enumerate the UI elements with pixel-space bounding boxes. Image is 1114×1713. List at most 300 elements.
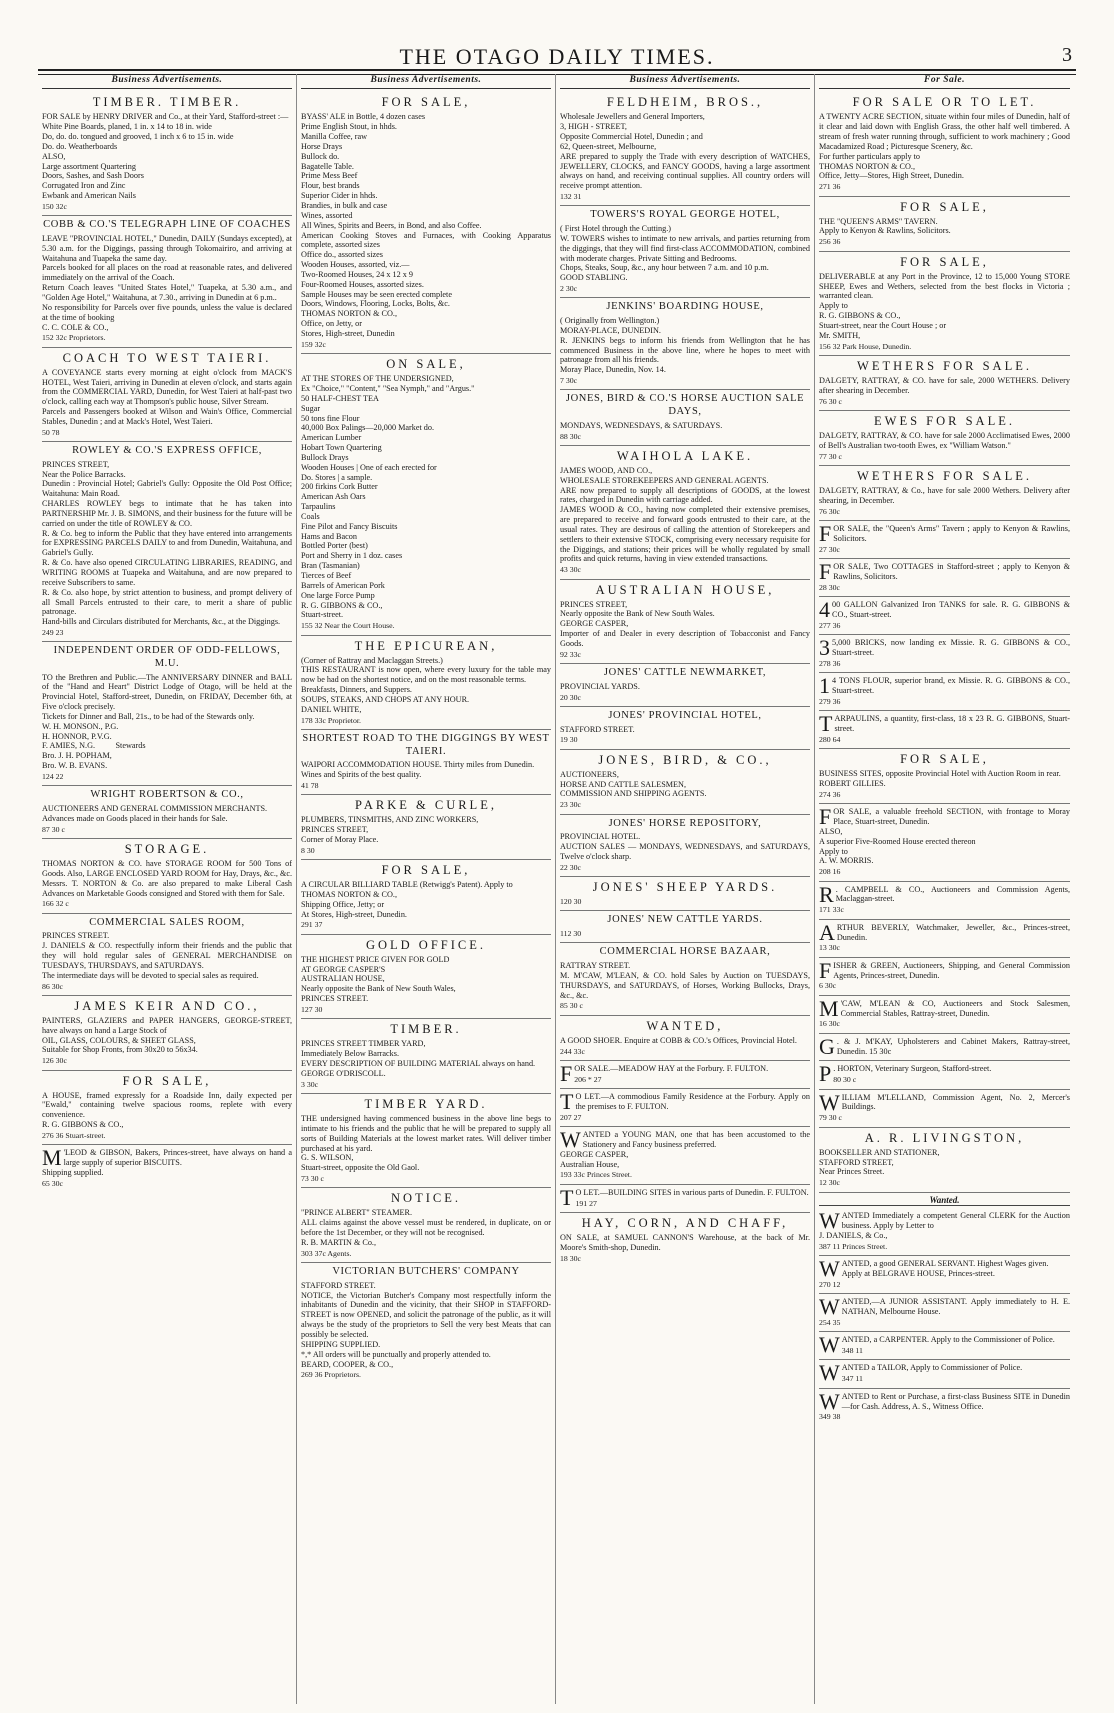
ad-title: NOTICE. (391, 1191, 461, 1206)
ad-text: THIS RESTAURANT is now open, where every luxury for the table may now be had on the shortest notice, and on the most reasonable terms. (301, 665, 554, 685)
ad-text: T O LET.—BUILDING SITES in various parts of Dunedin. F. FULTON. (560, 1184, 809, 1210)
ad-text: "PRINCE ALBERT" STEAMER. (301, 1208, 413, 1218)
ad-text: Tierces of Beef (301, 571, 352, 581)
drop-cap: F (819, 957, 832, 983)
ad-reference: 76 30 c (819, 396, 842, 406)
ad-reference: 206 * 27 (574, 1074, 602, 1084)
column-4 (815, 74, 1074, 1704)
ad-title: JONES' PROVINCIAL HOTEL, (608, 709, 762, 721)
ad-text: M. M'CAW, M'LEAN, & CO. hold Sales by Auction on TUESDAYS, THURSDAYS, and SATURDAYS, of Horses, Working Bullocks, Drays, &c., &c. (560, 970, 813, 1000)
ad-text: Stores, High-street, Dunedin (301, 328, 395, 338)
ad-text: BOOKSELLER AND STATIONER, (819, 1147, 940, 1157)
ad-text: Tickets for Dinner and Ball, 21s., to be had of the Stewards only. (42, 711, 255, 721)
ad-text: DALGETY, RATTRAY, & CO. have for sale 2000 Acclimatised Ewes, 2000 of Bell's Australian two-tooth Ewes, ex "William Watson." (819, 430, 1073, 450)
ad-reference: 76 30c (819, 506, 841, 516)
ad-text: AUSTRALIAN HOUSE, (301, 974, 385, 984)
drop-cap: W (819, 1360, 840, 1386)
ad-text: Stuart-street, near the Court House ; or (819, 320, 947, 330)
ad-text: FOR SALE, the "Queen's Arms" Tavern ; apply to Kenyon & Rawlins, Solicitors. (819, 521, 1073, 547)
ad-text: For further particulars apply to (819, 151, 920, 161)
ad-text: PRINCES STREET, (301, 825, 369, 835)
ad-reference: 87 30 c (42, 824, 65, 834)
advertisement-columns (38, 74, 1076, 1704)
ad-text: BYASS' ALE in Bottle, 4 dozen cases (301, 112, 426, 122)
ad-text: A. W. MORRIS. (819, 856, 874, 866)
ad-text: Wooden Houses | One of each erected for (301, 462, 437, 472)
advertisement (42, 996, 295, 1071)
ad-text: Office, Jetty—Stores, High Street, Dunedin. (819, 171, 964, 181)
advertisement (301, 795, 551, 860)
advertisement (560, 1016, 810, 1061)
ad-text: R. & Co. also hope, by strict attention to business, and prompt delivery of all Small Parcels entrusted to their care, to merit a share of public patronage. (42, 587, 295, 617)
ad-text: Apply to (819, 301, 848, 311)
ad-text: Immediately Below Barracks. (301, 1049, 399, 1059)
drop-cap: 1 (819, 673, 830, 699)
ad-text: SOUPS, STEAKS, AND CHOPS AT ANY HOUR. (301, 694, 470, 704)
ad-text: Bro. W. B. EVANS. (42, 761, 108, 771)
ad-text: DALGETY, RATTRAY, & CO. have for sale, 2000 WETHERS. Delivery after shearing in December. (819, 375, 1073, 395)
ad-title: THE EPICUREAN, (354, 638, 498, 653)
ad-text: TO the Brethren and Public.—The ANNIVERSARY DINNER and BALL of the "Hand and Heart" District Lodge of Otago, will be held at the Provincial Hotel, Stafford-street, Dunedin, on FRIDAY, December 6th, at Five o'clock precisely. (42, 672, 295, 712)
ad-text: Wholesale Jewellers and General Importers, (560, 112, 705, 122)
ad-text: R. G. GIBBONS & CO., (42, 1120, 124, 1130)
advertisement (819, 466, 1073, 521)
ad-text: Doors, Sashes, and Sash Doors (42, 171, 144, 181)
ad-text: THOMAS NORTON & CO. have STORAGE ROOM for 500 Tons of Goods. Also, LARGE ENCLOSED YARD ROOM for Hay, Drays, &c., &c. (42, 858, 295, 878)
advertisement (819, 804, 1073, 881)
ad-text: Port and Sherry in 1 doz. cases (301, 551, 403, 561)
ad-text: J. DANIELS, & Co., (819, 1231, 888, 1241)
ad-text: 62, Queen-street, Melbourne, (560, 141, 657, 151)
drop-cap: M (819, 995, 839, 1021)
ad-text: R. B. MARTIN & Co., (301, 1238, 377, 1248)
ad-title: FOR SALE OR TO LET. (852, 95, 1037, 110)
ad-text: WHOLESALE STOREKEEPERS AND GENERAL AGENTS. (560, 475, 769, 485)
ad-reference: 18 30c (560, 1253, 582, 1263)
ad-title: A. R. LIVINGSTON, (864, 1130, 1025, 1145)
advertisement (301, 636, 554, 730)
ad-text: Apply to Kenyon & Rawlins, Solicitors. (819, 226, 951, 236)
ad-text: Importer of and Dealer in every description of Tobacconist and Fancy Goods. (560, 629, 813, 649)
ad-text: ROBERT GILLIES. (819, 779, 886, 789)
ad-text: One large Force Pump (301, 590, 375, 600)
ad-reference: 22 30c (560, 862, 582, 872)
advertisement (819, 711, 1070, 749)
advertisement (560, 1213, 813, 1267)
ad-text: THE undersigned having commenced business in the above line begs to intimate to his friends and the public that he will be prepared to supply all sorts of Building Materials at the lowest market rates. Will deliver timber purchased at his yard. (301, 1114, 554, 1153)
ad-text: A GOOD SHOER. Enquire at COBB & CO.'s Offices, Provincial Hotel. (560, 1035, 797, 1045)
advertisement (819, 958, 1070, 996)
drop-cap: F (819, 559, 832, 585)
advertisement (301, 1019, 551, 1094)
advertisement (560, 750, 810, 815)
ad-text: Parcels and Passengers booked at Wilson and Wain's Office, Commercial Stables, Dunedin ; and at Mack's Hotel, West Taieri. (42, 407, 295, 426)
ad-text: Moray Place, Dunedin, Nov. 14. (560, 365, 666, 375)
ad-text: MONDAYS, WEDNESDAYS, & SATURDAYS. (560, 420, 723, 430)
ad-reference: 28 30c (819, 582, 841, 592)
advertisement (819, 411, 1073, 466)
drop-cap: M (42, 1145, 62, 1171)
ad-reference: 85 30 c (560, 1001, 583, 1011)
ad-title: PARKE & CURLE, (355, 798, 497, 813)
advertisement (560, 390, 810, 445)
ad-text: WANTED a TAILOR, Apply to Commissioner of Police. (819, 1360, 1023, 1386)
ad-reference: 276 36 Stuart-street. (42, 1130, 106, 1140)
ad-text: ARE prepared to supply the Trade with every description of WATCHES, JEWELLERY, CLOCKS, and FANCY GOODS, having a large assortment always on hand, and receiving continual supplies. All country orders will receive prompt attention. (560, 151, 813, 191)
ad-text: WANTED Immediately a competent General CLERK for the Auction business. Apply by Letter to (819, 1208, 1073, 1234)
advertisement (560, 580, 813, 665)
advertisement (819, 1089, 1073, 1128)
column-header: For Sale. (819, 74, 1070, 89)
ad-reference: 27 30c (819, 544, 841, 554)
ad-reference: 291 37 (301, 920, 323, 930)
ad-text: Coals (301, 511, 320, 521)
ad-reference: 249 23 (42, 628, 64, 638)
advertisement (560, 707, 810, 750)
ad-text: Hams and Bacon (301, 531, 357, 541)
ad-text: ALL claims against the above vessel must be rendered, in duplicate, on or before the 1st December, or they will not be recognised. (301, 1218, 554, 1238)
ad-text: ON SALE, at SAMUEL CANNON'S Warehouse, at the back of Mr. Moore's Smith-shop, Dunedin. (560, 1233, 813, 1252)
ad-text: STAFFORD STREET. (560, 724, 635, 734)
ad-text: BEARD, COOPER, & CO., (301, 1359, 394, 1369)
advertisement (301, 1263, 554, 1384)
ad-text: Mr. SMITH, (819, 330, 861, 340)
ad-reference: 73 30 c (301, 1174, 324, 1184)
ad-text: R. G. GIBBONS & CO., (301, 600, 383, 610)
ad-reference: 12 30c (819, 1178, 841, 1188)
ad-title: TIMBER. (390, 1022, 462, 1037)
drop-cap: W (819, 1388, 840, 1414)
ad-reference: 43 30c (560, 565, 582, 575)
advertisement (819, 749, 1070, 804)
ad-text: Return Coach leaves "United States Hotel," Tuapeka, at 5.30 a.m., and "Golden Age Hotel," Waitahuna, at 7.30., arriving in Dunedin at 6 p.m.. (42, 283, 295, 302)
ad-text: American Ash Oars (301, 492, 366, 502)
ad-text: F. AMIES, N.G. Stewards (42, 741, 146, 751)
ad-reference: 347 11 (841, 1374, 863, 1384)
ad-text: American Lumber (301, 433, 362, 443)
ad-reference: 207 27 (560, 1112, 582, 1122)
ad-text: Messrs. T. NORTON & Co. are also prepared to make Liberal Cash Advances on Marketable Goods consigned and Stored with them for Sale. (42, 878, 294, 898)
ad-text: Bottled Porter (best) (301, 541, 368, 551)
ad-text: Office, on Jetty, or (301, 319, 362, 329)
advertisement (42, 442, 295, 642)
ad-text: CHARLES ROWLEY begs to intimate that he has taken into PARTNERSHIP Mr. J. B. SIMONS, and their business for the future will be carried on under the title of ROWLEY & CO. (42, 499, 295, 528)
ad-text: NOTICE, the Victorian Butcher's Company most respectfully inform the inhabitants of Dunedin and the vicinity, that their SHOP in STAFFORD-STREET is now OPENED, and solicit the patronage of the public, as it will always be the study of the proprietors to Sell the very best Meats that can possibly be selected. (301, 1290, 554, 1340)
advertisement (560, 1185, 810, 1213)
advertisement (301, 730, 551, 795)
ad-text: 1 4 TONS FLOUR, superior brand, ex Missie. R. G. GIBBONS & CO., Stuart-street. (819, 673, 1073, 699)
ad-reference: 6 30c (819, 981, 837, 991)
ad-text: M 'CAW, M'LEAN & CO, Auctioneers and Stock Salesmen, Commercial Stables, Rattray-street, Dunedin. (819, 995, 1073, 1021)
ad-title: JONES' NEW CATTLE YARDS. (607, 914, 763, 926)
ad-reference: 50 78 (42, 427, 60, 437)
ad-text: R. G. GIBBONS & CO., (819, 311, 901, 321)
ad-reference: 112 30 (560, 929, 582, 939)
ad-text: Brandies, in bulk and case (301, 200, 388, 210)
ad-reference: 92 33c (560, 649, 582, 659)
ad-text: FOR SALE, a valuable freehold SECTION, with frontage to Moray Place, Stuart-street, Dunedin. (819, 804, 1073, 830)
advertisement (819, 559, 1073, 597)
ad-text: GEORGE CASPER, (560, 1149, 629, 1159)
ad-text: DELIVERABLE at any Port in the Province, 12 to 15,000 Young STORE SHEEP, Ewes and Wethers, selected from the best flocks in Victoria ; warranted clean. (819, 271, 1073, 301)
ad-title: TIMBER YARD. (364, 1097, 488, 1112)
newspaper-title: THE OTAGO DAILY TIMES. (399, 44, 715, 69)
advertisement (560, 92, 813, 206)
ad-title: JONES, BIRD & CO.'S HORSE AUCTION SALE DAYS, (565, 393, 805, 418)
ad-text: FISHER & GREEN, Auctioneers, Shipping, and General Commission Agents, Princes-street, Dunedin. (819, 957, 1072, 983)
ad-text: (Corner of Rattray and Maclaggan Streets.) (301, 655, 443, 665)
ad-reference: 13 30c (819, 943, 841, 953)
ad-text: Stuart-street. (301, 610, 344, 620)
ad-text: JAMES WOOD, AND CO., (560, 465, 653, 475)
advertisement (301, 860, 551, 935)
ad-text: OIL, GLASS, COLOURS, & SHEET GLASS, (42, 1035, 196, 1045)
ad-text: No responsibility for Parcels over five pounds, unless the value is declared at the time of booking (42, 302, 295, 322)
ad-title: EWES FOR SALE. (874, 413, 1015, 428)
ad-text: AT GEORGE CASPER'S (301, 964, 386, 974)
ad-text: T O LET.—A commodious Family Residence at the Forbury. Apply on the premises to F. FULTON. (560, 1089, 813, 1115)
ad-title: JONES, BIRD, & CO., (598, 752, 772, 767)
advertisement (819, 1128, 1070, 1193)
ad-reference: 269 36 Proprietors. (301, 1370, 361, 1380)
ad-reference: 280 64 (819, 734, 841, 744)
advertisement (560, 1061, 810, 1089)
advertisement (42, 92, 292, 216)
ad-text: FOR SALE.—MEADOW HAY at the Forbury. F. FULTON. (560, 1060, 769, 1086)
ad-text: Two-Roomed Houses, 24 x 12 x 9 (301, 269, 413, 279)
ad-text: THOMAS NORTON & CO., (301, 309, 398, 319)
advertisement (560, 877, 810, 911)
drop-cap: T (819, 711, 833, 737)
column-2 (297, 74, 556, 1704)
ad-text: Bagatelle Table. (301, 161, 354, 171)
section-heading: Wanted. (819, 1195, 1070, 1207)
advertisement (42, 914, 295, 996)
ad-text: Prime English Stout, in hhds. (301, 122, 397, 132)
advertisement (819, 356, 1073, 411)
ad-text: Sample Houses may be seen erected complete (301, 289, 452, 299)
ad-reference: 155 32 Near the Court House. (301, 621, 395, 631)
ad-text: R. & Co. beg to inform the Public that they have entered into arrangements for EXPRESSING PARCELS DAILY to and from Dunedin, Waitahuna, and Gabriel's Gully. (42, 528, 295, 558)
ad-text: SHIPPING SUPPLIED. (301, 1339, 381, 1349)
ad-text: A CIRCULAR BILLIARD TABLE (Retwigg's Patent). Apply to (301, 880, 513, 890)
advertisement (301, 354, 551, 635)
ad-text: Australian House, (560, 1159, 620, 1169)
advertisement (560, 446, 813, 580)
drop-cap: F (819, 521, 832, 547)
ad-text: Chops, Steaks, Soup, &c., any hour between 7 a.m. and 10 p.m. (560, 263, 769, 273)
ad-text: THE HIGHEST PRICE GIVEN FOR GOLD (301, 954, 450, 964)
advertisement (819, 521, 1073, 559)
ad-reference: 270 12 (819, 1279, 841, 1289)
advertisement (819, 919, 1073, 958)
advertisement (560, 1089, 813, 1127)
ad-reference: 254 35 (819, 1317, 841, 1327)
ad-reference: 132 31 (560, 192, 582, 202)
ad-title: JONES' SHEEP YARDS. (592, 880, 778, 895)
ad-text: ( First Hotel through the Cutting.) (560, 224, 671, 234)
ad-text: TARPAULINS, a quantity, first-class, 18 x 23 R. G. GIBBONS, Stuart-street. (819, 711, 1070, 737)
ad-text: RATTRAY STREET. (560, 960, 631, 970)
ad-title: FOR SALE, (900, 752, 989, 767)
ad-reference: 349 38 (819, 1412, 841, 1422)
ad-text: Do. do. Weatherboards (42, 141, 118, 151)
drop-cap: W (819, 1256, 840, 1282)
ad-title: COACH TO WEST TAIERI. (62, 350, 272, 365)
ad-text: *,* All orders will be punctually and properly attended to. (301, 1349, 491, 1359)
column-1 (38, 74, 297, 1704)
advertisement (301, 1188, 554, 1263)
ad-text: THOMAS NORTON & CO., (301, 889, 398, 899)
ad-text: THE "QUEEN'S ARMS" TAVERN. (819, 216, 938, 226)
ad-text: 50 HALF-CHEST TEA (301, 393, 379, 403)
ad-text: R. & Co. have also opened CIRCULATING LIBRARIES, READING, and WRITING ROOMS at Tuapeka and Waitahuna, and are now prepared to receive Subscribers to same. (42, 558, 295, 587)
advertisement (42, 1145, 295, 1192)
ad-text: EVERY DESCRIPTION OF BUILDING MATERIAL always on hand. (301, 1059, 536, 1069)
ad-reference: 159 32c (301, 339, 326, 349)
ad-text: MORAY-PLACE, DUNEDIN. (560, 325, 661, 335)
ad-text: Stuart-street, opposite the Old Gaol. (301, 1163, 420, 1173)
ad-text: Fine Pilot and Fancy Biscuits (301, 521, 398, 531)
ad-text: Wines, assorted (301, 210, 353, 220)
ad-title: VICTORIAN BUTCHERS' COMPANY (332, 1266, 520, 1278)
ad-text: H. HONNOR, P.V.G. (42, 731, 112, 741)
ad-reference: 77 30 c (819, 451, 842, 461)
ad-reference: 86 30c (42, 981, 64, 991)
ad-title: AUSTRALIAN HOUSE, (595, 582, 775, 597)
ad-text: PROVINCIAL HOTEL. (560, 832, 641, 842)
ad-title: FOR SALE, (900, 254, 989, 269)
advertisement (819, 1360, 1070, 1388)
ad-text: Bullock do. (301, 151, 340, 161)
ad-title: FOR SALE, (381, 863, 471, 878)
advertisement (560, 664, 810, 707)
ad-text: Large assortment Quartering (42, 161, 136, 171)
ad-text: Ex "Choice," "Content," "Sea Nymph," and "Argus." (301, 383, 475, 393)
column-header: Business Advertisements. (560, 74, 810, 89)
ad-text: G. S. WILSON, (301, 1153, 354, 1163)
ad-text: WANTED to Rent or Purchase, a first-class Business SITE in Dunedin—for Cash. Address, A. S., Witness Office. (819, 1388, 1070, 1414)
ad-title: WETHERS FOR SALE. (857, 468, 1032, 483)
advertisement (819, 1389, 1070, 1426)
column-header: Business Advertisements. (42, 74, 292, 89)
ad-reference: 20 30c (560, 692, 582, 702)
ad-text: Apply at BELGRAVE HOUSE, Princes-street. (841, 1269, 995, 1279)
ad-text: Superior Cider in hhds. (301, 191, 378, 201)
ad-reference: 387 11 Princes Street. (819, 1241, 888, 1251)
ad-text: ALSO, (42, 151, 66, 161)
ad-text: All Wines, Spirits and Beers, in Bond, and also Coffee. (301, 220, 482, 230)
ad-text: WAIPORI ACCOMMODATION HOUSE. Thirty miles from Dunedin. (301, 760, 535, 770)
advertisement (819, 252, 1073, 356)
ad-reference: 16 30c (819, 1019, 841, 1029)
ad-reference: 208 16 (819, 867, 841, 877)
ad-text: AUCTION SALES — MONDAYS, WEDNESDAYS, and SATURDAYS, Twelve o'clock sharp. (560, 842, 812, 861)
ad-text: Advances made on Goods placed in their hands for Sale. (42, 813, 228, 823)
advertisement (42, 786, 292, 839)
ad-title: WETHERS FOR SALE. (857, 358, 1032, 373)
ad-text: JAMES WOOD & CO., having now completed their extensive premises, are prepared to receive and forward goods entrusted to their care, at the usual rates. They are desirous of calling the attention of Storekeepers and settlers to their extensive STOCK, comprising every necessary requisite for the Diggings, and stations; their prices will be wholly regulated by small profits and quick returns, having in view extended transactions. (560, 505, 813, 564)
ad-reference: 120 30 (560, 897, 582, 907)
ad-text: Shipping Office, Jetty; or (301, 899, 385, 909)
ad-text: HORSE AND CATTLE SALESMEN, (560, 779, 687, 789)
ad-text: FOR SALE, Two COTTAGES in Stafford-street ; apply to Kenyon & Rawlins, Solicitors. (819, 559, 1073, 585)
ad-title: WANTED, (646, 1018, 724, 1033)
ad-text: PRINCES STREET. (301, 994, 369, 1004)
ad-title: SHORTEST ROAD TO THE DIGGINGS BY WEST TAIERI. (302, 732, 550, 757)
ad-text: Wines and Spirits of the best quality. (301, 770, 422, 780)
ad-title: FOR SALE, (381, 95, 471, 110)
ad-text: PRINCES STREET, (42, 459, 110, 469)
ad-text: WILLIAM M'LELLAND, Commission Agent, No. 2, Mercer's Buildings. (819, 1089, 1073, 1115)
masthead (0, 0, 1114, 70)
ad-reference: 271 36 (819, 182, 841, 192)
ad-title: INDEPENDENT ORDER OF ODD-FELLOWS, M.U. (53, 645, 281, 669)
ad-title: TIMBER. TIMBER. (92, 95, 242, 110)
ad-reference: 127 30 (301, 1005, 323, 1015)
ad-title: FELDHEIM, BROS., (606, 95, 764, 110)
ad-reference: 152 32c Proprietors. (42, 333, 106, 343)
advertisement (560, 298, 813, 390)
drop-cap: T (560, 1089, 574, 1115)
ad-title: ON SALE, (386, 357, 466, 372)
ad-reference: 171 33c (819, 905, 844, 915)
column-header: Business Advertisements. (301, 74, 551, 89)
ad-text: R . CAMPBELL & CO., Auctioneers and Commission Agents, Maclaggan-street. (819, 881, 1073, 907)
advertisement (42, 216, 295, 347)
ad-reference: 274 36 (819, 789, 841, 799)
ad-text: Hand-bills and Circulars distributed for Merchants, &c., at the Diggings. (42, 617, 281, 627)
ad-text: ARE now prepared to supply all descriptions of GOODS, at the lowest rates, charged in Dunedin with carriage added. (560, 485, 813, 505)
ad-title: COBB & CO.'S TELEGRAPH LINE OF COACHES (43, 219, 291, 231)
ad-text: 3, HIGH - STREET, (560, 122, 627, 132)
advertisement (819, 635, 1073, 673)
ad-title: COMMERCIAL SALES ROOM, (89, 916, 245, 928)
ad-text: P . HORTON, Veterinary Surgeon, Stafford-street. (819, 1061, 992, 1087)
ad-text: J. DANIELS & CO. respectfully inform their friends and the public that they will hold regular sales of GENERAL MERCHANDISE on TUESDAYS, THURSDAYS, and SATURDAYS. (42, 941, 295, 970)
ad-text: STAFFORD STREET. (301, 1280, 376, 1290)
ad-text: DANIEL WHITE, (301, 704, 362, 714)
ad-text: Do. Stores | a sample. (301, 472, 373, 482)
ad-title: GOLD OFFICE. (365, 937, 487, 952)
drop-cap: W (819, 1089, 840, 1115)
ad-text: AT THE STORES OF THE UNDERSIGNED, (301, 374, 454, 384)
advertisement (819, 92, 1073, 196)
ad-reference: 80 30 c (833, 1075, 857, 1085)
ad-text: A COVEYANCE starts every morning at eight o'clock from MACK'S HOTEL, West Taieri, arriving in Dunedin at eleven o'clock, and starts again from the COMMERCIAL YARD, Dunedin, for West Taieri at half-past two o'clock, calling each way at Thompson's public house, Silver Stream. (42, 367, 295, 407)
ad-text: DALGETY, RATTRAY, & Co., have for sale 2000 Wethers. Delivery after shearing, in December. (819, 485, 1073, 505)
ad-text: Opposite Commercial Hotel, Dunedin ; and (560, 132, 703, 142)
ad-text: Apply to (819, 846, 848, 856)
advertisement (301, 1094, 554, 1188)
ad-text: AUCTIONEERS AND GENERAL COMMISSION MERCHANTS. (42, 803, 268, 813)
advertisement (819, 1061, 1070, 1089)
ad-text: Manilla Coffee, raw (301, 132, 368, 142)
ad-text: GOOD STABLING. (560, 273, 628, 283)
ad-title: WAIHOLA LAKE. (616, 448, 754, 463)
ad-text: AUCTIONEERS, (560, 769, 619, 779)
advertisement (560, 1127, 813, 1185)
ad-reference: 278 36 (819, 658, 841, 668)
ad-text: 200 firkins Cork Butter (301, 482, 378, 492)
ad-reference: 2 30c (560, 284, 578, 294)
ad-reference: 150 32c (42, 201, 67, 211)
ad-text: THOMAS NORTON & CO., (819, 161, 916, 171)
ad-text: A superior Five-Roomed House erected thereon (819, 836, 976, 846)
ad-text: A HOUSE, framed expressly for a Roadside Inn, daily expected per "Ewald," containing twelve spacious rooms, replete with every convenience. (42, 1090, 295, 1120)
ad-text: Tarpaulins (301, 502, 336, 512)
ad-text: Flour, best brands (301, 181, 360, 191)
